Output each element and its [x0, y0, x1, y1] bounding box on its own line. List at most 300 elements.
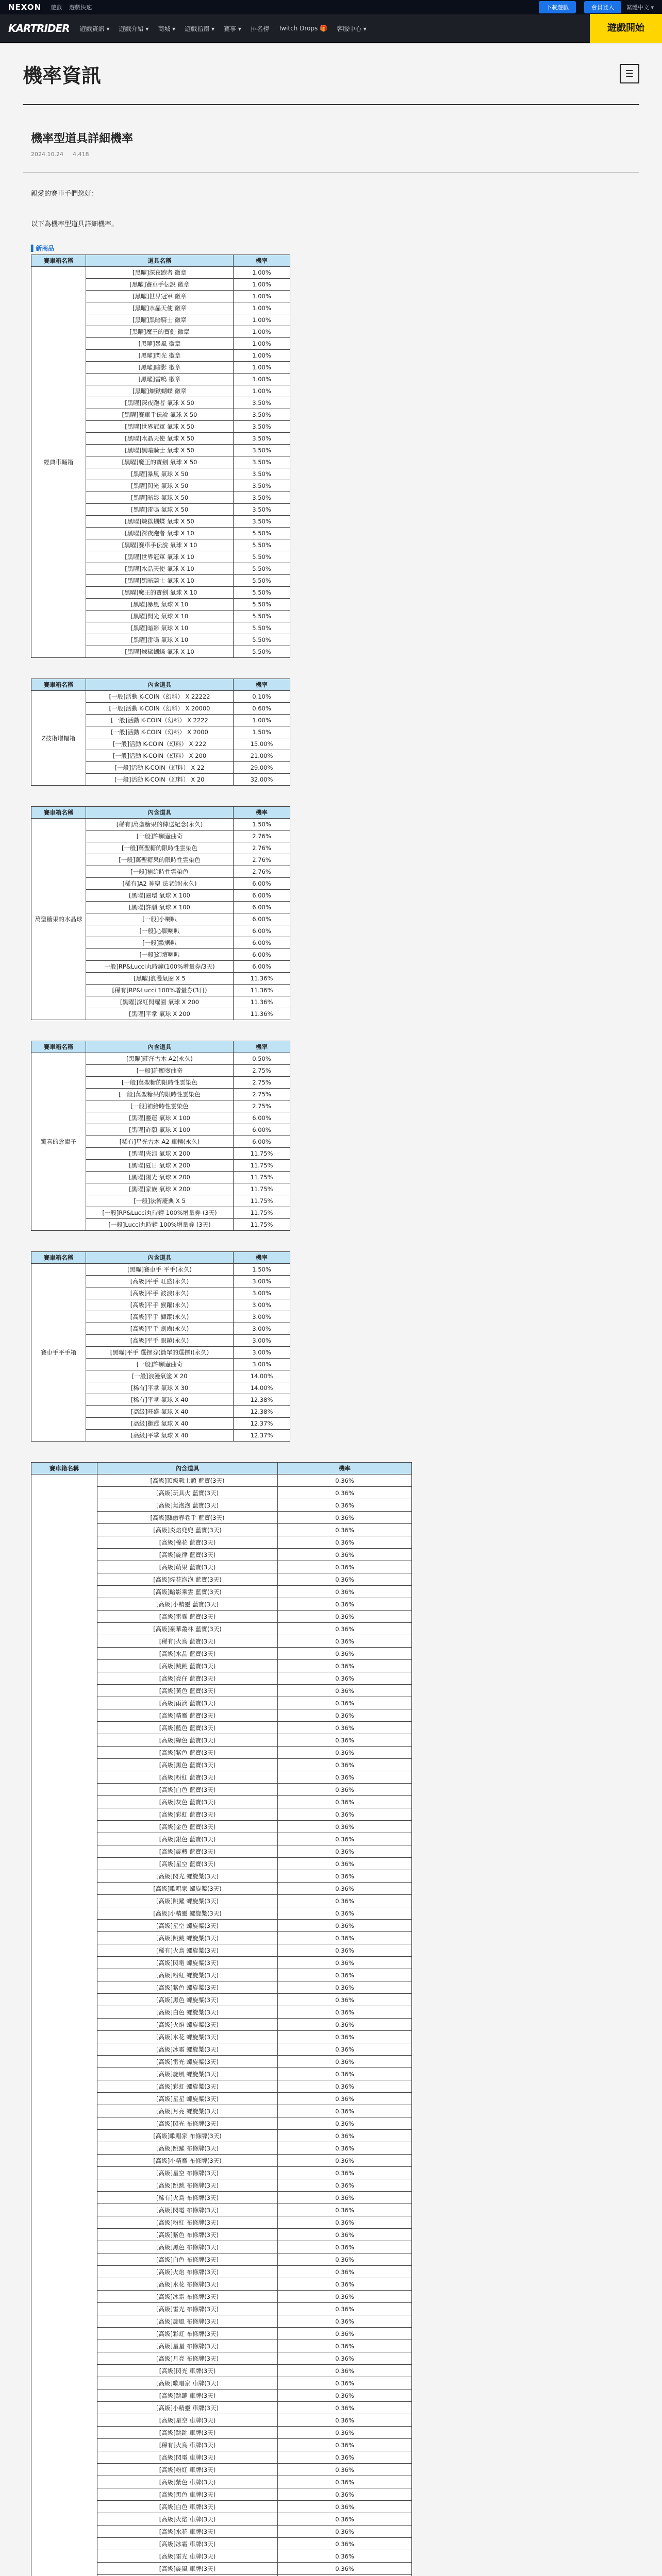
- rate-cell: 0.36%: [278, 1981, 412, 1994]
- rate-cell: 0.36%: [278, 2501, 412, 2513]
- rate-cell: 2.76%: [234, 866, 290, 878]
- item-cell: [高級]小精靈 布條牌(3天): [97, 2155, 278, 2167]
- kartrider-logo[interactable]: KARTRIDER: [8, 22, 70, 35]
- item-cell: [高級]水花 車牌(3天): [97, 2526, 278, 2538]
- item-cell: [高級]冰霜 布條牌(3天): [97, 2291, 278, 2303]
- table-row: [31, 1053, 290, 1065]
- page-title: 機率資訊: [23, 64, 102, 87]
- item-cell: [高級]平手 猴躍(永久): [86, 1299, 234, 1311]
- item-cell: [稀有]平掌 氣球 X 40: [86, 1394, 234, 1406]
- rate-cell: 0.36%: [278, 1944, 412, 1957]
- box-name-cell: 賽車手平手箱: [31, 1264, 86, 1442]
- item-cell: [黑曜]世界冠軍 氣球 X 10: [86, 551, 234, 563]
- article-date: 2024.10.24: [31, 151, 63, 158]
- rate-cell: 1.00%: [234, 326, 290, 338]
- rate-cell: 0.36%: [278, 2204, 412, 2216]
- item-cell: [稀有]星光古木 A2 車輛(永久): [86, 1136, 234, 1148]
- item-cell: [黑曜]平手 選擇券(簡單的選擇)(永久): [86, 1347, 234, 1359]
- item-cell: [黑曜]深夜跑者 氣球 X 10: [86, 528, 234, 539]
- item-cell: [稀有]A2 神聖 法老師(永久): [86, 878, 234, 890]
- item-cell: [高級]歌唱家 布條牌(3天): [97, 2130, 278, 2142]
- rate-table-halloween: [31, 806, 290, 1020]
- box-name-cell: [31, 1475, 97, 2576]
- rate-cell: 1.00%: [234, 385, 290, 397]
- rate-cell: 0.36%: [278, 2056, 412, 2068]
- header-cat: 賽車箱名稱: [31, 255, 86, 267]
- nav-item-guide[interactable]: 遊戲指南 ▾: [185, 25, 215, 32]
- item-cell: [高級]水花 布條牌(3天): [97, 2278, 278, 2291]
- item-cell: [高級]白色 布條牌(3天): [97, 2253, 278, 2266]
- item-cell: [一般]活動 K-COIN（幻料） X 20: [86, 774, 234, 786]
- item-cell: [高級]黑色 藍寶(3天): [97, 1759, 278, 1771]
- rate-cell: 0.36%: [278, 2377, 412, 2389]
- item-cell: [高級]平手 旺盛(永久): [86, 1276, 234, 1287]
- rate-cell: 32.00%: [234, 774, 290, 786]
- item-cell: [黑曜]夏日 氣球 X 200: [86, 1160, 234, 1172]
- rate-cell: 0.36%: [278, 2019, 412, 2031]
- rate-cell: 0.36%: [278, 1784, 412, 1796]
- rate-cell: 0.36%: [278, 1907, 412, 1920]
- item-cell: [高級]旺盛 氣球 X 40: [86, 1406, 234, 1418]
- item-cell: [高級]星空 車牌(3天): [97, 2414, 278, 2427]
- header-item: 道具名稱: [86, 255, 234, 267]
- item-cell: [高級]月亮 螺旋槳(3天): [97, 2105, 278, 2117]
- rate-cell: 3.00%: [234, 1335, 290, 1347]
- table-row: [31, 1475, 412, 1487]
- rate-cell: 0.36%: [278, 1648, 412, 1660]
- rate-cell: 0.36%: [278, 2427, 412, 2439]
- item-cell: [一般]活動 K-COIN（幻料） X 20000: [86, 703, 234, 715]
- item-cell: [高級]火焰 螺旋槳(3天): [97, 2019, 278, 2031]
- language-select[interactable]: 繁體中文 ▾: [626, 4, 654, 11]
- item-cell: [高級]白色 螺旋槳(3天): [97, 2006, 278, 2019]
- item-cell: [黑曜]靈運 氣球 X 100: [86, 1112, 234, 1124]
- box-name-cell: 萬聖糖果的水晶球: [31, 819, 86, 1020]
- rate-cell: 3.00%: [234, 1299, 290, 1311]
- header-rate: 機率: [234, 255, 290, 267]
- item-cell: [黑曜]陽光 氣球 X 200: [86, 1172, 234, 1183]
- rate-cell: 5.50%: [234, 622, 290, 634]
- item-cell: [黑曜]暗影 氣球 X 10: [86, 622, 234, 634]
- item-cell: [高級]綠色 藍寶(3天): [97, 1734, 278, 1747]
- rate-cell: 0.36%: [278, 2340, 412, 2352]
- item-cell: [黑曜]暴風 徽章: [86, 338, 234, 350]
- header-item: 內含道具: [86, 807, 234, 819]
- table-row: [31, 691, 290, 703]
- item-cell: [一般]活動 K-COIN（幻料） X 2222: [86, 715, 234, 726]
- item-cell: [高級]星星 布條牌(3天): [97, 2340, 278, 2352]
- item-cell: [黑曜]黑暗騎士 徽章: [86, 314, 234, 326]
- header-rate: 機率: [234, 1252, 290, 1264]
- item-cell: [高級]彩虹 布條牌(3天): [97, 2328, 278, 2340]
- header-rate: 機率: [234, 1041, 290, 1053]
- nexon-logo[interactable]: NEXON: [8, 3, 42, 12]
- rate-cell: 0.36%: [278, 2303, 412, 2315]
- item-cell: [高級]粉紅 布條牌(3天): [97, 2216, 278, 2229]
- rate-cell: 6.00%: [234, 890, 290, 902]
- rate-cell: 0.36%: [278, 2464, 412, 2476]
- top-bar: [0, 0, 662, 14]
- rate-cell: 0.36%: [278, 1487, 412, 1499]
- item-cell: [高級]旋律 藍寶(3天): [97, 1549, 278, 1561]
- item-cell: [高級]平手 眼鏡(永久): [86, 1335, 234, 1347]
- rate-cell: 0.36%: [278, 1808, 412, 1821]
- item-cell: [黑曜]家族 氣球 X 200: [86, 1183, 234, 1195]
- item-cell: [一般]許願壺曲奇: [86, 1065, 234, 1077]
- item-cell: [黑曜]閃光 氣球 X 50: [86, 480, 234, 492]
- item-cell: [高級]跳躍 布條牌(3天): [97, 2142, 278, 2155]
- rate-cell: 6.00%: [234, 878, 290, 890]
- rate-cell: 21.00%: [234, 750, 290, 762]
- rate-cell: 0.36%: [278, 1796, 412, 1808]
- item-cell: [黑曜]賽車手 平手(永久): [86, 1264, 234, 1276]
- rate-cell: 0.36%: [278, 2414, 412, 2427]
- item-cell: [高級]跳跳 車牌(3天): [97, 2427, 278, 2439]
- item-cell: [稀有]火鳥 車牌(3天): [97, 2439, 278, 2451]
- rate-cell: 0.36%: [278, 2192, 412, 2204]
- rate-cell: 0.36%: [278, 2068, 412, 2080]
- item-cell: [高級]紫色 布條牌(3天): [97, 2229, 278, 2241]
- rate-cell: 0.36%: [278, 2167, 412, 2179]
- rate-table-z: [31, 679, 290, 786]
- item-cell: [高級]小精靈 螺旋槳(3天): [97, 1907, 278, 1920]
- rate-cell: 0.36%: [278, 1598, 412, 1611]
- rate-cell: 0.36%: [278, 1475, 412, 1487]
- item-cell: [高級]棉花 藍寶(3天): [97, 1536, 278, 1549]
- item-cell: [一般]補給時性雲染色: [86, 866, 234, 878]
- rate-cell: 3.00%: [234, 1276, 290, 1287]
- rate-cell: 6.00%: [234, 902, 290, 913]
- item-cell: [高級]旋風 螺旋槳(3天): [97, 2068, 278, 2080]
- rate-cell: 14.00%: [234, 1382, 290, 1394]
- item-cell: [黑曜]許願 氣球 X 100: [86, 1124, 234, 1136]
- top-link-games[interactable]: 遊戲: [51, 4, 62, 11]
- item-cell: [黑曜]閃光 氣球 X 10: [86, 611, 234, 622]
- item-cell: [高級]平手 劍齒(永久): [86, 1323, 234, 1335]
- item-cell: [黑曜]閃光 徽章: [86, 350, 234, 362]
- article-body: [0, 173, 662, 2576]
- item-cell: [一般]活動 K-COIN（幻料） X 22222: [86, 691, 234, 703]
- item-cell: [稀有]RP&Lucci 100%增量券(3日): [86, 985, 234, 996]
- item-cell: [黑曜]水晶天使 氣球 X 50: [86, 433, 234, 445]
- rate-cell: 0.36%: [278, 2043, 412, 2056]
- item-cell: [高級]火焰 車牌(3天): [97, 2513, 278, 2526]
- item-cell: [高級]藍色 藍寶(3天): [97, 1722, 278, 1734]
- rate-cell: 2.75%: [234, 1100, 290, 1112]
- rate-cell: 11.75%: [234, 1195, 290, 1207]
- rate-cell: 0.36%: [278, 2117, 412, 2130]
- download-button[interactable]: 下載遊戲: [539, 1, 576, 13]
- item-cell: [一般]活動 K-COIN（幻料） X 2000: [86, 726, 234, 738]
- item-cell: [黑曜]許願 氣球 X 100: [86, 902, 234, 913]
- item-cell: [一般]心願喇叭: [86, 925, 234, 937]
- rate-cell: 0.36%: [278, 2488, 412, 2501]
- rate-cell: 0.36%: [278, 1833, 412, 1845]
- item-cell: [高級]閃電 螺旋槳(3天): [97, 1957, 278, 1969]
- rate-cell: 0.36%: [278, 1697, 412, 1709]
- item-cell: [高級]銀色 藍寶(3天): [97, 1833, 278, 1845]
- table-row: [31, 819, 290, 831]
- rate-cell: 0.36%: [278, 2266, 412, 2278]
- item-cell: [高級]星空 藍寶(3天): [97, 1858, 278, 1870]
- item-cell: [一般]許願壺曲奇: [86, 831, 234, 842]
- item-cell: [黑曜]深夜跑者 徽章: [86, 267, 234, 279]
- item-cell: [高級]冰霜 車牌(3天): [97, 2538, 278, 2550]
- article-title: 機率型道具詳細機率: [31, 132, 134, 145]
- rate-cell: 15.00%: [234, 738, 290, 750]
- rate-cell: 11.36%: [234, 996, 290, 1008]
- item-cell: [一般]活動 K-COIN（幻料） X 222: [86, 738, 234, 750]
- rate-cell: 3.50%: [234, 397, 290, 409]
- item-cell: [黑曜]世界冠軍 氣球 X 50: [86, 421, 234, 433]
- rate-cell: 0.36%: [278, 2253, 412, 2266]
- rate-cell: 0.36%: [278, 1499, 412, 1512]
- rate-cell: 0.36%: [278, 2093, 412, 2105]
- item-cell: [高級]萌果 藍寶(3天): [97, 1561, 278, 1573]
- rate-cell: 6.00%: [234, 949, 290, 961]
- rate-cell: 5.50%: [234, 587, 290, 599]
- item-cell: [高級]水晶 藍寶(3天): [97, 1648, 278, 1660]
- item-cell: [黑曜]水晶天使 徽章: [86, 302, 234, 314]
- rate-cell: 6.00%: [234, 913, 290, 925]
- rate-cell: 5.50%: [234, 611, 290, 622]
- item-cell: [一般]Lucci丸時鐘 100%增量券 (3天): [86, 1219, 234, 1231]
- item-cell: [高級]粉紅 車牌(3天): [97, 2464, 278, 2476]
- rate-cell: 0.36%: [278, 1685, 412, 1697]
- item-cell: [稀有]平掌 氣球 X 30: [86, 1382, 234, 1394]
- item-cell: [高級]白色 車牌(3天): [97, 2501, 278, 2513]
- box-name-cell: 經典車輛箱: [31, 267, 86, 658]
- rate-cell: 0.36%: [278, 2315, 412, 2328]
- rate-cell: 1.00%: [234, 362, 290, 374]
- rate-cell: 1.00%: [234, 374, 290, 385]
- item-cell: [黑曜]暗影 徽章: [86, 362, 234, 374]
- rate-cell: 11.75%: [234, 1207, 290, 1219]
- rate-cell: 1.50%: [234, 726, 290, 738]
- rate-cell: 0.36%: [278, 1858, 412, 1870]
- item-cell: [黑曜]賽車手伝說 氣球 X 50: [86, 409, 234, 421]
- rate-cell: 1.00%: [234, 279, 290, 291]
- item-cell: [高級]金色 藍寶(3天): [97, 1821, 278, 1833]
- rate-cell: 0.36%: [278, 1536, 412, 1549]
- item-cell: [高級]旋風 布條牌(3天): [97, 2315, 278, 2328]
- rate-cell: 0.36%: [278, 1821, 412, 1833]
- rate-cell: 5.50%: [234, 634, 290, 646]
- rate-cell: 0.36%: [278, 1709, 412, 1722]
- item-cell: [高級]平手 獅蹤(永久): [86, 1311, 234, 1323]
- rate-table-racer-hand: [31, 1251, 290, 1442]
- item-cell: [高級]彩虹 螺旋槳(3天): [97, 2080, 278, 2093]
- nav-item-info[interactable]: 遊戲資訊 ▾: [79, 25, 110, 32]
- item-cell: [高級]星星 螺旋槳(3天): [97, 2093, 278, 2105]
- item-cell: [黑曜]莊洋古木 A2(永久): [86, 1053, 234, 1065]
- item-cell: [一般]RP&Lucci丸時鐘 100%增量券 (3天): [86, 1207, 234, 1219]
- item-cell: [高級]精靈 藍寶(3天): [97, 1709, 278, 1722]
- item-cell: [黑曜]煉獄蝴蝶 氣球 X 10: [86, 646, 234, 658]
- item-cell: [高級]彩虹 藍寶(3天): [97, 1808, 278, 1821]
- item-cell: [高級]黃色 藍寶(3天): [97, 1685, 278, 1697]
- rate-cell: 0.36%: [278, 2080, 412, 2093]
- rate-cell: 11.36%: [234, 973, 290, 985]
- article-meta: [31, 151, 631, 158]
- rate-cell: 12.37%: [234, 1418, 290, 1430]
- rate-cell: 0.36%: [278, 2402, 412, 2414]
- rate-cell: 1.00%: [234, 715, 290, 726]
- rate-cell: 0.36%: [278, 1747, 412, 1759]
- item-cell: [高級]歌唱家 車牌(3天): [97, 2377, 278, 2389]
- rate-cell: 12.38%: [234, 1406, 290, 1418]
- rate-cell: 1.00%: [234, 314, 290, 326]
- header-item: 內含道具: [97, 1463, 278, 1475]
- item-cell: [高級]暗影乘雲 藍寶(3天): [97, 1586, 278, 1598]
- rate-cell: 3.00%: [234, 1359, 290, 1370]
- top-link-quick[interactable]: 遊戲快速: [69, 4, 92, 11]
- item-cell: [高級]雷霆 藍寶(3天): [97, 1611, 278, 1623]
- rate-cell: 0.36%: [278, 1623, 412, 1635]
- nav-item-twitch[interactable]: Twitch Drops 🎁: [278, 25, 327, 32]
- item-cell: [高級]炎焰兜兜 藍寶(3天): [97, 1524, 278, 1536]
- rate-cell: 0.36%: [278, 2550, 412, 2563]
- list-menu-icon[interactable]: ☰: [620, 64, 639, 83]
- item-cell: [高級]星空 布條牌(3天): [97, 2167, 278, 2179]
- rate-cell: 0.36%: [278, 2216, 412, 2229]
- nav-item-shop[interactable]: 商城 ▾: [158, 25, 176, 32]
- item-cell: [高級]跳跳 藍寶(3天): [97, 1660, 278, 1672]
- item-cell: [稀有]萬聖糖果的傳送紀念(永久): [86, 819, 234, 831]
- item-cell: [高級]跳跳 布條牌(3天): [97, 2179, 278, 2192]
- rate-cell: 0.36%: [278, 1883, 412, 1895]
- rate-cell: 0.36%: [278, 2439, 412, 2451]
- item-cell: [黑曜]魔王的寶劍 徽章: [86, 326, 234, 338]
- item-cell: [高級]黑色 車牌(3天): [97, 2488, 278, 2501]
- rate-cell: 0.36%: [278, 1932, 412, 1944]
- rate-cell: 0.36%: [278, 1734, 412, 1747]
- rate-cell: 5.50%: [234, 563, 290, 575]
- nav-item-ranking[interactable]: 排名榜: [250, 25, 269, 32]
- rate-cell: 0.36%: [278, 1845, 412, 1858]
- rate-cell: 0.36%: [278, 2142, 412, 2155]
- rate-cell: 0.36%: [278, 1895, 412, 1907]
- header-item: 內含道具: [86, 1252, 234, 1264]
- item-cell: [高級]亮仔 藍寶(3天): [97, 1672, 278, 1685]
- item-cell: [黑曜]圈環 氣球 X 100: [86, 890, 234, 902]
- item-cell: [高級]歌唱家 螺旋槳(3天): [97, 1883, 278, 1895]
- header-cat: 賽車箱名稱: [31, 1252, 86, 1264]
- item-cell: [黑曜]魔王的寶劍 氣球 X 50: [86, 456, 234, 468]
- nav-item-events[interactable]: 賽事 ▾: [224, 25, 241, 32]
- rate-cell: 6.00%: [234, 1124, 290, 1136]
- item-cell: [高級]冰霜 螺旋槳(3天): [97, 2043, 278, 2056]
- rate-cell: 0.36%: [278, 1573, 412, 1586]
- rate-cell: 0.36%: [278, 1771, 412, 1784]
- rate-cell: 0.36%: [278, 2291, 412, 2303]
- item-cell: [高級]火焰 布條牌(3天): [97, 2266, 278, 2278]
- item-cell: [稀有]火鳥 螺旋槳(3天): [97, 1944, 278, 1957]
- item-cell: [一般]活動 K-COIN（幻料） X 200: [86, 750, 234, 762]
- item-cell: [黑曜]雷鳴 徽章: [86, 374, 234, 385]
- item-cell: [高級]小精靈 藍寶(3天): [97, 1598, 278, 1611]
- rate-cell: 0.36%: [278, 2352, 412, 2365]
- nav-item-support[interactable]: 客服中心 ▾: [336, 25, 367, 32]
- rate-cell: 0.36%: [278, 2328, 412, 2340]
- item-cell: [一般]萬聖糖的限時性雲染色: [86, 842, 234, 854]
- rate-cell: 3.50%: [234, 409, 290, 421]
- rate-cell: 3.50%: [234, 468, 290, 480]
- item-cell: [黑曜]雷鳴 氣球 X 50: [86, 504, 234, 516]
- rate-cell: 0.36%: [278, 1759, 412, 1771]
- rate-cell: 1.50%: [234, 819, 290, 831]
- item-cell: [高級]水花 螺旋槳(3天): [97, 2031, 278, 2043]
- item-cell: [高級]粉紅 藍寶(3天): [97, 1771, 278, 1784]
- play-game-button[interactable]: 遊戲開始: [590, 14, 662, 43]
- login-button[interactable]: 會員登入: [584, 1, 621, 13]
- item-cell: [高級]豪華叢林 藍寶(3天): [97, 1623, 278, 1635]
- article-views: 4,418: [72, 151, 89, 158]
- item-cell: [黑曜]雷鳴 氣球 X 10: [86, 634, 234, 646]
- item-cell: [黑曜]世界冠軍 徽章: [86, 291, 234, 302]
- rate-cell: 0.36%: [278, 2229, 412, 2241]
- rate-cell: 1.50%: [234, 1264, 290, 1276]
- rate-cell: 0.36%: [278, 1561, 412, 1573]
- rate-cell: 0.36%: [278, 1969, 412, 1981]
- rate-cell: 0.36%: [278, 2130, 412, 2142]
- rate-cell: 29.00%: [234, 762, 290, 774]
- rate-cell: 0.36%: [278, 2451, 412, 2464]
- rate-table-surprise: [31, 1041, 290, 1231]
- header-cat: 賽車箱名稱: [31, 1463, 97, 1475]
- header-rate: 機率: [278, 1463, 412, 1475]
- item-cell: [高級]星空 螺旋槳(3天): [97, 1920, 278, 1932]
- rate-cell: 0.10%: [234, 691, 290, 703]
- rate-cell: 6.00%: [234, 1112, 290, 1124]
- item-cell: [高級]紫色 螺旋槳(3天): [97, 1981, 278, 1994]
- item-cell: [一般]法術慶典 X 5: [86, 1195, 234, 1207]
- rate-cell: 3.50%: [234, 492, 290, 504]
- item-cell: [高級]平掌 氣球 X 40: [86, 1430, 234, 1442]
- item-cell: [高級]閃光 布條牌(3天): [97, 2117, 278, 2130]
- rate-cell: 0.36%: [278, 2365, 412, 2377]
- nav-item-intro[interactable]: 遊戲介紹 ▾: [119, 25, 149, 32]
- item-cell: [一般]小喇叭: [86, 913, 234, 925]
- item-cell: [一般]幻壇喇叭: [86, 949, 234, 961]
- item-cell: [一般]補給時性雲染色: [86, 1100, 234, 1112]
- item-cell: [黑曜]深紅閃耀圈 氣球 X 200: [86, 996, 234, 1008]
- item-cell: [稀有]火鳥 藍寶(3天): [97, 1635, 278, 1648]
- rate-cell: 1.00%: [234, 267, 290, 279]
- rate-cell: 2.75%: [234, 1089, 290, 1100]
- item-cell: [高級]獅蹤 氣球 X 40: [86, 1418, 234, 1430]
- rate-cell: 5.50%: [234, 646, 290, 658]
- rate-cell: 1.00%: [234, 302, 290, 314]
- rate-cell: 0.36%: [278, 2538, 412, 2550]
- item-cell: [高級]旋轉 藍寶(3天): [97, 1845, 278, 1858]
- rate-cell: 0.36%: [278, 1994, 412, 2006]
- rate-cell: 3.50%: [234, 480, 290, 492]
- rate-cell: 3.50%: [234, 456, 290, 468]
- rate-cell: 0.36%: [278, 2513, 412, 2526]
- rate-cell: 12.38%: [234, 1394, 290, 1406]
- header-cat: 賽車箱名稱: [31, 807, 86, 819]
- rate-cell: 11.75%: [234, 1160, 290, 1172]
- item-cell: [高級]紫色 藍寶(3天): [97, 1747, 278, 1759]
- rate-cell: 11.36%: [234, 1008, 290, 1020]
- rate-cell: 11.75%: [234, 1219, 290, 1231]
- rate-cell: 5.50%: [234, 575, 290, 587]
- item-cell: [高級]雷光 螺旋槳(3天): [97, 2056, 278, 2068]
- box-name-cell: Z技術增幅箱: [31, 691, 86, 786]
- item-cell: [黑曜]暴風 氣球 X 10: [86, 599, 234, 611]
- rate-cell: 3.00%: [234, 1311, 290, 1323]
